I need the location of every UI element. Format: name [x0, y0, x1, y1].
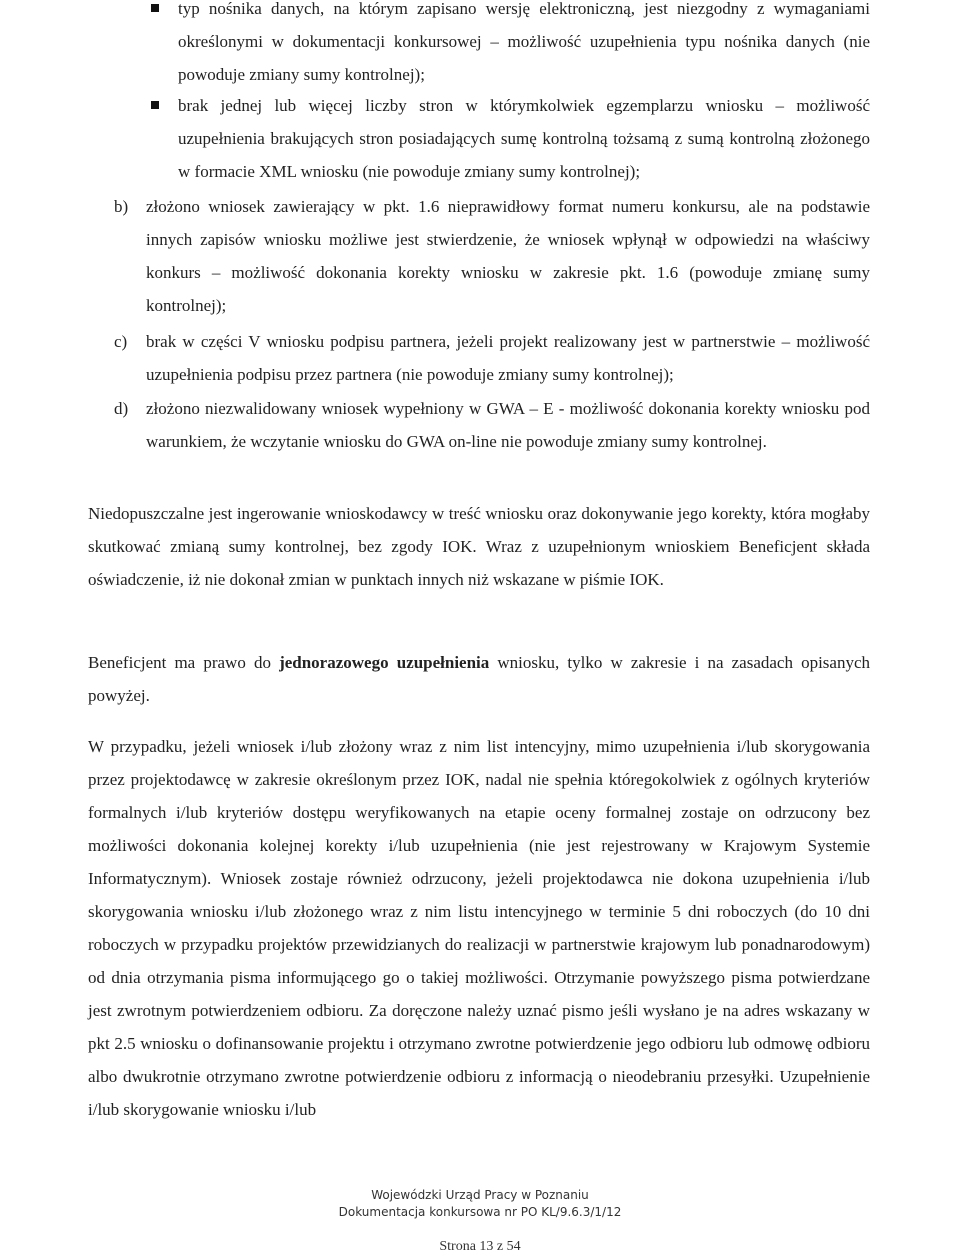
bullet-item-missing-pages: brak jednej lub więcej liczby stron w którymkolwiek egzemplarzu wniosku – możliwość uzupełnienia brakujących stron posiadających sumę kontrolną tożsamą z sumą kontrolną złożonego w formacie XML wniosku (nie powoduje zmiany sumy kontrolnej);: [178, 96, 870, 181]
bullet-item-media-type: typ nośnika danych, na którym zapisano wersję elektroniczną, jest niezgodny z wymaganiami określonymi w dokumentacji konkursowej – możliwość uzupełnienia typu nośnika danych (nie powoduje zmiany sumy kontrolnej);: [178, 0, 870, 84]
paragraph-text: wniosku, tylko w zakresie i na zasadach opisanych powyżej.: [88, 653, 871, 705]
footer-document-id: Dokumentacja konkursowa nr PO KL/9.6.3/1/12: [338, 1205, 622, 1219]
list-item-c: brak w części V wniosku podpisu partnera, jeżeli projekt realizowany jest w partnerstwie – możliwość uzupełnienia podpisu przez partnera (nie powoduje zmiany sumy kontrolnej);: [146, 332, 870, 384]
paragraph-single-correction: [88, 646, 870, 712]
list-item-d: złożono niezwalidowany wniosek wypełniony w GWA – E - możliwość dokonania korekty wniosku pod warunkiem, że wczytanie wniosku do GWA on-line nie powoduje zmiany sumy kontrolnej.: [146, 399, 870, 451]
list-letter-b: b): [114, 197, 129, 216]
page-separator: z: [493, 1239, 507, 1254]
page-total: 54: [506, 1239, 521, 1254]
paragraph-emphasis: jednorazowego uzupełnienia: [279, 653, 490, 672]
list-letter-c: c): [114, 332, 128, 351]
list-item-b: złożono wniosek zawierający w pkt. 1.6 nieprawidłowy format numeru konkursu, ale na podstawie innych zapisów wniosku możliwe jest stwierdzenie, że wniosek wpłynął w odpowiedzi na właściwy konkurs – możliwość dokonania korekty wniosku w zakresie pkt. 1.6 (powoduje zmianę sumy kontrolnej);: [146, 197, 870, 315]
paragraph-text: Beneficjent ma prawo do: [88, 653, 280, 672]
paragraph-no-interference: Niedopuszczalne jest ingerowanie wnioskodawcy w treść wniosku oraz dokonywanie jego korekty, która mogłaby skutkować zmianą sumy kontrolnej, bez zgody IOK. Wraz z uzupełnionym wnioskiem Beneficjent składa oświadczenie, iż nie dokonał zmian w punktach innych niż wskazane w piśmie IOK.: [88, 504, 870, 589]
bullet-square-icon: [151, 4, 159, 12]
list-letter-d: d): [114, 399, 129, 418]
bullet-square-icon: [151, 101, 159, 109]
paragraph-rejection-rules: W przypadku, jeżeli wniosek i/lub złożony wraz z nim list intencyjny, mimo uzupełnienia i/lub skorygowania przez projektodawcę w zakresie określonym przez IOK, nadal nie spełnia któregokolwiek z ogólnych kryteriów formalnych i/lub kryteriów dostępu weryfikowanych na etapie oceny formalnej zostaje on odrzucony bez możliwości dokonania kolejnej korekty i/lub uzupełnienia (nie jest rejestrowany w Krajowym Systemie Informatycznym). Wniosek zostaje również odrzucony, jeżeli projektodawca nie dokona uzupełnienia i/lub skorygowania wniosku i/lub złożonego wraz z nim listu intencyjnego w terminie 5 dni roboczych (do 10 dni roboczych w przypadku projektów przewidzianych do realizacji w partnerstwie krajowym lub ponadnarodowym) od dnia otrzymania pisma informującego go o takiej możliwości. Otrzymanie powyższego pisma potwierdzane jest zwrotnym potwierdzeniem odbioru. Za doręczone należy uznać pismo jeśli wysłano je na adres wskazany w pkt 2.5 wniosku o dofinansowanie projektu i otrzymano zwrotne potwierdzenie jego odbioru lub odmowę odbioru albo dwukrotnie otrzymano zwrotne potwierdzenie odbioru z informacją o nieodebraniu przesyłki. Uzupełnienie i/lub skorygowanie wniosku i/lub: [88, 737, 870, 1119]
page-number: [0, 1239, 960, 1255]
page-label: Strona: [439, 1239, 480, 1254]
footer-institution: Wojewódzki Urząd Pracy w Poznaniu: [371, 1188, 589, 1202]
page-current: 13: [479, 1239, 494, 1254]
